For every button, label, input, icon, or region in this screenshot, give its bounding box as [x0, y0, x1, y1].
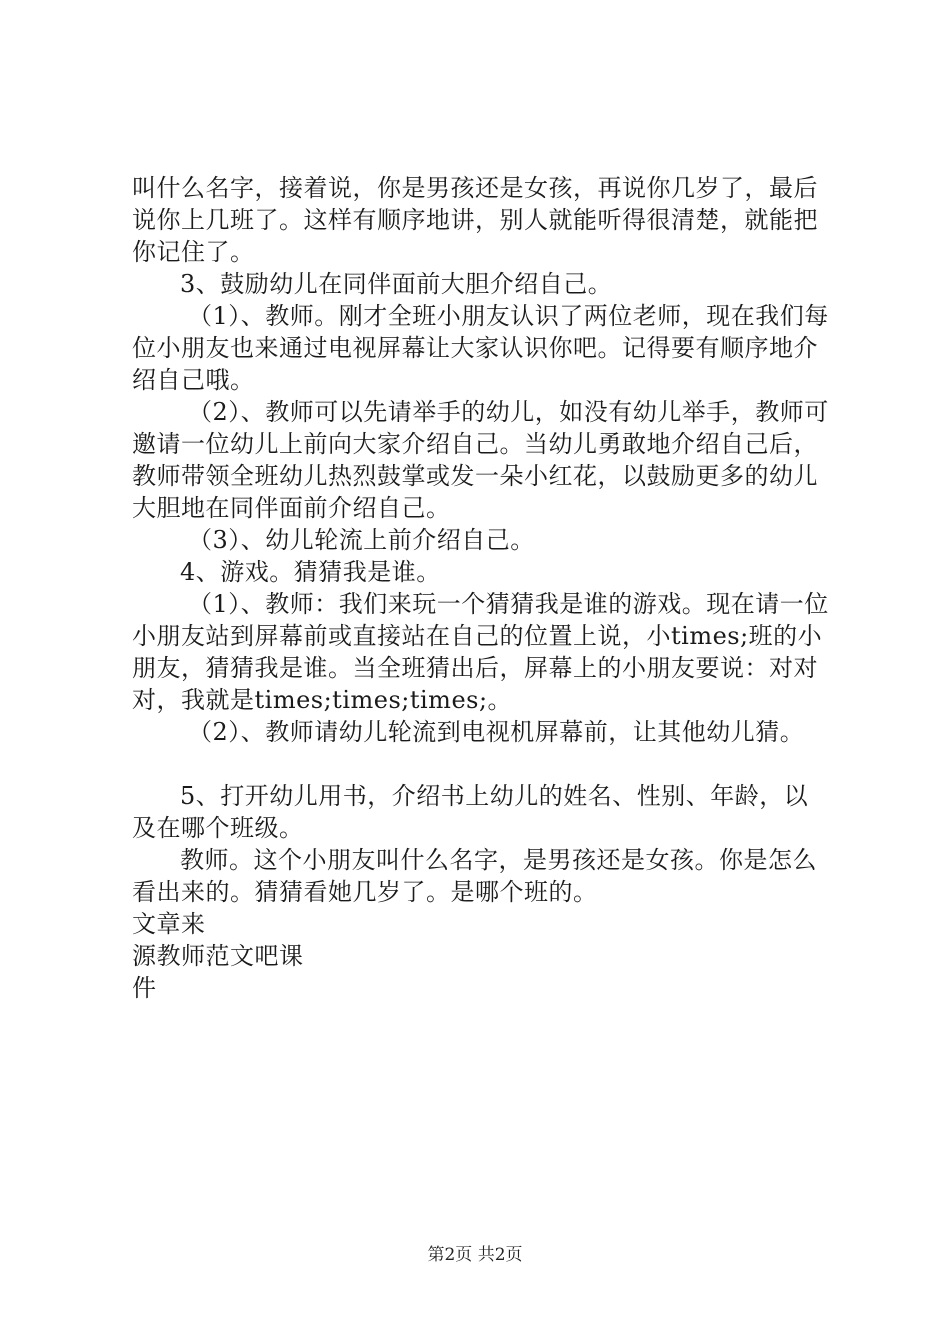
- paragraph-step-5: 5、打开幼儿用书，介绍书上幼儿的姓名、性别、年龄，以及在哪个班级。: [132, 782, 809, 842]
- source-line: 文章来: [132, 910, 206, 938]
- paragraph-step-4-2: （2）、教师请幼儿轮流到电视机屏幕前，让其他幼儿猜。: [188, 718, 805, 746]
- paragraph-spacer: [132, 748, 832, 780]
- page-footer: 第2页 共2页: [427, 1245, 523, 1265]
- source-line: 源教师范文吧课: [132, 942, 304, 970]
- source-line: 件: [132, 974, 157, 1002]
- paragraph-step-4: 4、游戏。猜猜我是谁。: [180, 558, 441, 586]
- paragraph-step-3: 3、鼓励幼儿在同伴面前大胆介绍自己。: [180, 270, 613, 298]
- paragraph-continuation: 叫什么名字，接着说，你是男孩还是女孩，再说你几岁了，最后说你上几班了。这样有顺序地讲，别人就能听得很清楚，就能把你记住了。: [132, 174, 818, 266]
- paragraph-step-5-teacher: 教师。这个小朋友叫什么名字，是男孩还是女孩。你是怎么看出来的。猜猜看她几岁了。是哪个班的。: [132, 846, 817, 906]
- paragraph-step-3-1: （1）、教师。刚才全班小朋友认识了两位老师，现在我们每位小朋友也来通过电视屏幕让大家认识你吧。记得要有顺序地介绍自己哦。: [132, 302, 829, 394]
- paragraph-step-3-3: （3）、幼儿轮流上前介绍自己。: [188, 526, 535, 554]
- document-body: [132, 172, 832, 1004]
- paragraph-step-4-1: （1）、教师：我们来玩一个猜猜我是谁的游戏。现在请一位小朋友站到屏幕前或直接站在自己的位置上说，小times;班的小朋友，猜猜我是谁。当全班猜出后，屏幕上的小朋友要说：对对对，我就是times;times;times;。: [132, 590, 829, 714]
- paragraph-step-3-2: （2）、教师可以先请举手的幼儿，如没有幼儿举手，教师可邀请一位幼儿上前向大家介绍自己。当幼儿勇敢地介绍自己后，教师带领全班幼儿热烈鼓掌或发一朵小红花，以鼓励更多的幼儿大胆地在同伴面前介绍自己。: [132, 398, 829, 522]
